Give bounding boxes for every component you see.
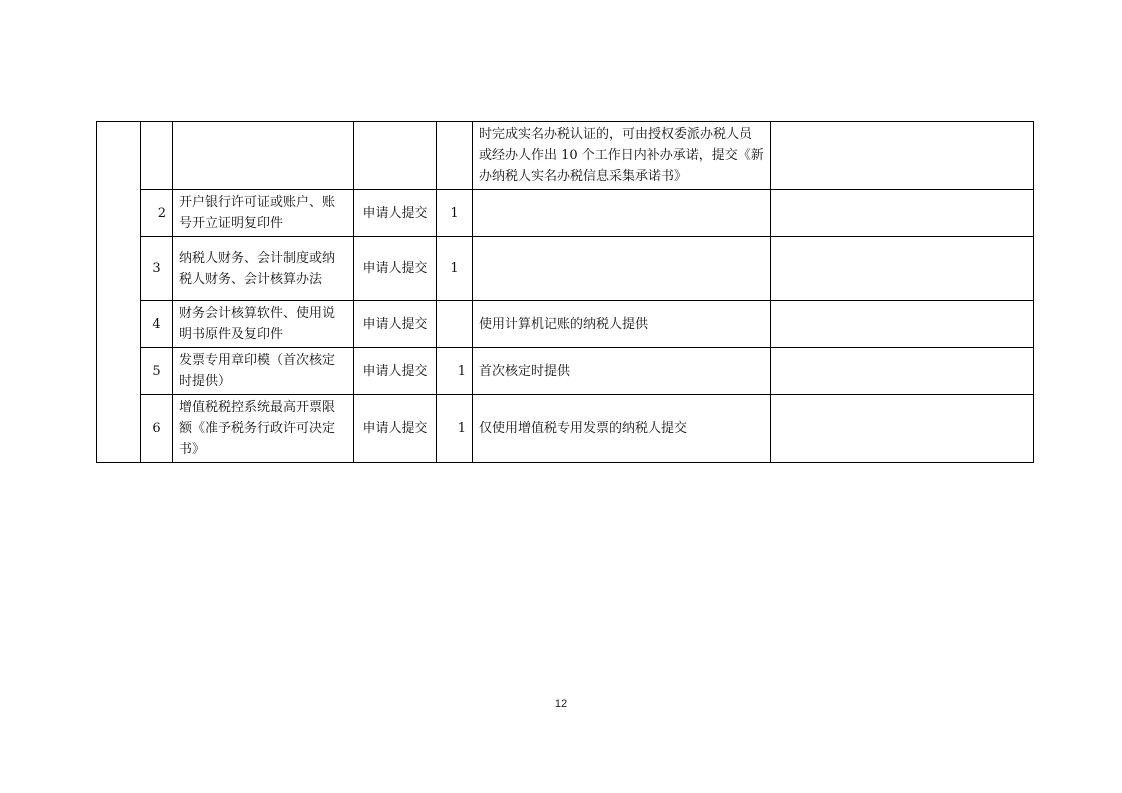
source-cell: 申请人提交	[354, 348, 437, 395]
material-name-cell	[173, 122, 354, 190]
seq-cell	[141, 122, 173, 190]
count-cell	[437, 122, 473, 190]
material-name-cell: 开户银行许可证或账户、账号开立证明复印件	[173, 190, 354, 237]
table-row	[97, 348, 1034, 395]
count-cell	[437, 301, 473, 348]
material-name-cell: 纳税人财务、会计制度或纳税人财务、会计核算办法	[173, 237, 354, 301]
materials-table	[96, 121, 1034, 463]
count-cell: 1	[437, 237, 473, 301]
note-cell	[473, 237, 771, 301]
seq-cell: 6	[141, 395, 173, 463]
table-row	[97, 190, 1034, 237]
source-cell: 申请人提交	[354, 301, 437, 348]
seq-cell: 5	[141, 348, 173, 395]
table-row	[97, 301, 1034, 348]
note-cell: 时完成实名办税认证的，可由授权委派办税人员或经办人作出 10 个工作日内补办承诺，提交《新办纳税人实名办税信息采集承诺书》	[473, 122, 771, 190]
extra-cell	[771, 395, 1034, 463]
material-name-cell: 财务会计核算软件、使用说明书原件及复印件	[173, 301, 354, 348]
source-cell: 申请人提交	[354, 395, 437, 463]
material-name-cell: 增值税税控系统最高开票限额《准予税务行政许可决定书》	[173, 395, 354, 463]
count-cell: 1	[437, 190, 473, 237]
count-cell: 1	[437, 348, 473, 395]
table-row	[97, 122, 1034, 190]
source-cell: 申请人提交	[354, 190, 437, 237]
source-cell	[354, 122, 437, 190]
category-cell	[97, 122, 141, 463]
extra-cell	[771, 190, 1034, 237]
table-row	[97, 237, 1034, 301]
seq-cell: 2	[141, 190, 173, 237]
count-cell: 1	[437, 395, 473, 463]
extra-cell	[771, 237, 1034, 301]
extra-cell	[771, 301, 1034, 348]
extra-cell	[771, 122, 1034, 190]
table-row	[97, 395, 1034, 463]
page-number: 12	[554, 698, 568, 710]
note-cell: 仅使用增值税专用发票的纳税人提交	[473, 395, 771, 463]
source-cell: 申请人提交	[354, 237, 437, 301]
note-cell	[473, 190, 771, 237]
note-cell: 使用计算机记账的纳税人提供	[473, 301, 771, 348]
note-cell: 首次核定时提供	[473, 348, 771, 395]
seq-cell: 3	[141, 237, 173, 301]
material-name-cell: 发票专用章印模（首次核定时提供）	[173, 348, 354, 395]
extra-cell	[771, 348, 1034, 395]
seq-cell: 4	[141, 301, 173, 348]
